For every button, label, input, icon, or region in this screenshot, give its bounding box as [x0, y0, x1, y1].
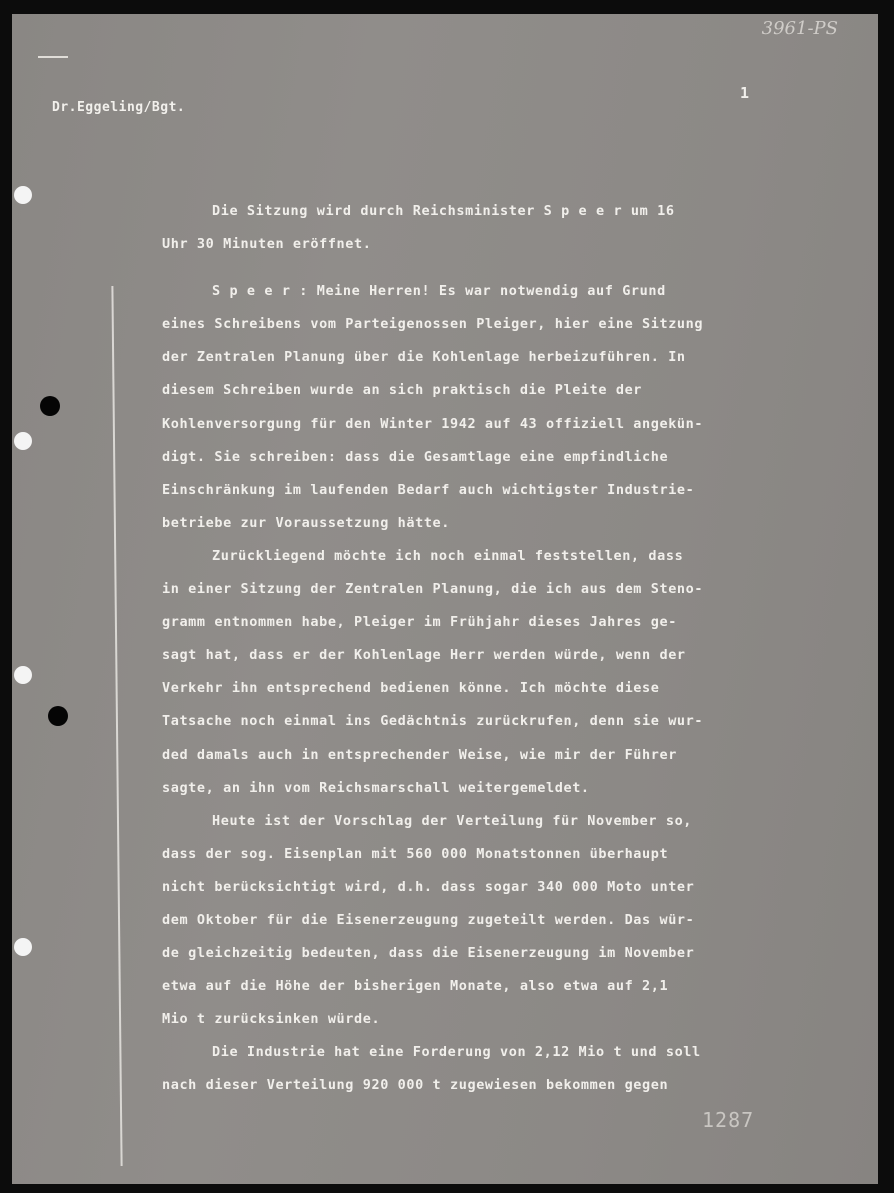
text-line: Uhr 30 Minuten eröffnet. [162, 236, 372, 253]
text-line: betriebe zur Voraussetzung hätte. [162, 514, 451, 531]
text-line: Heute ist der Vorschlag der Verteilung für November so, [212, 812, 693, 829]
text-line: sagt hat, dass er der Kohlenlage Herr werden würde, wenn der [162, 647, 686, 664]
text-line: gramm entnommen habe, Pleiger im Frühjahr dieses Jahres ge- [162, 614, 677, 631]
author-reference: Dr.Eggeling/Bgt. [52, 100, 186, 115]
margin-line [111, 286, 122, 1166]
text-line: Verkehr ihn entsprechend bedienen könne. Ich möchte diese [162, 680, 660, 697]
page-number: 1 [740, 84, 750, 102]
text-line: digt. Sie schreiben: dass die Gesamtlage eine empfindliche [162, 448, 669, 465]
text-line: de gleichzeitig bedeuten, dass die Eisenerzeugung im November [162, 945, 695, 962]
punch-hole [14, 186, 32, 204]
page-stamp: 1287 [702, 1108, 755, 1132]
punch-hole [48, 706, 68, 726]
text-line: Einschränkung im laufenden Bedarf auch wichtigster Industrie- [162, 481, 695, 498]
text-line: S p e e r : Meine Herren! Es war notwendig auf Grund [212, 283, 666, 300]
text-line: nach dieser Verteilung 920 000 t zugewiesen bekommen gegen [162, 1077, 669, 1094]
text-line: Tatsache noch einmal ins Gedächtnis zurückrufen, denn sie wur- [162, 713, 704, 730]
text-line: ded damals auch in entsprechender Weise, wie mir der Führer [162, 746, 677, 763]
text-line: nicht berücksichtigt wird, d.h. dass sogar 340 000 Moto unter [162, 878, 695, 895]
text-line: Die Industrie hat eine Forderung von 2,12 Mio t und soll [212, 1044, 701, 1061]
text-line: Zurückliegend möchte ich noch einmal feststellen, dass [212, 547, 684, 564]
text-line: der Zentralen Planung über die Kohlenlage herbeizuführen. In [162, 349, 686, 366]
text-line: Kohlenversorgung für den Winter 1942 auf 43 offiziell angekün- [162, 415, 704, 432]
punch-hole [14, 432, 32, 450]
text-line: Die Sitzung wird durch Reichsminister S p e e r um 16 [212, 203, 675, 219]
document-body [162, 195, 812, 1103]
punch-hole [14, 666, 32, 684]
document-page [12, 14, 878, 1184]
text-line: eines Schreibens vom Parteigenossen Pleiger, hier eine Sitzung [162, 316, 704, 333]
text-line: sagte, an ihn vom Reichsmarschall weitergemeldet. [162, 779, 590, 796]
text-line: Mio t zurücksinken würde. [162, 1011, 381, 1028]
archive-reference: 3961-PS [761, 18, 838, 39]
mark-dash [38, 56, 68, 58]
punch-hole [14, 938, 32, 956]
text-line: dem Oktober für die Eisenerzeugung zugeteilt werden. Das wür- [162, 911, 695, 928]
text-line: etwa auf die Höhe der bisherigen Monate, also etwa auf 2,1 [162, 978, 669, 995]
punch-hole [40, 396, 60, 416]
text-line: dass der sog. Eisenplan mit 560 000 Monatstonnen überhaupt [162, 845, 669, 862]
text-line: diesem Schreiben wurde an sich praktisch die Pleite der [162, 382, 643, 399]
text-line: in einer Sitzung der Zentralen Planung, die ich aus dem Steno- [162, 581, 704, 598]
